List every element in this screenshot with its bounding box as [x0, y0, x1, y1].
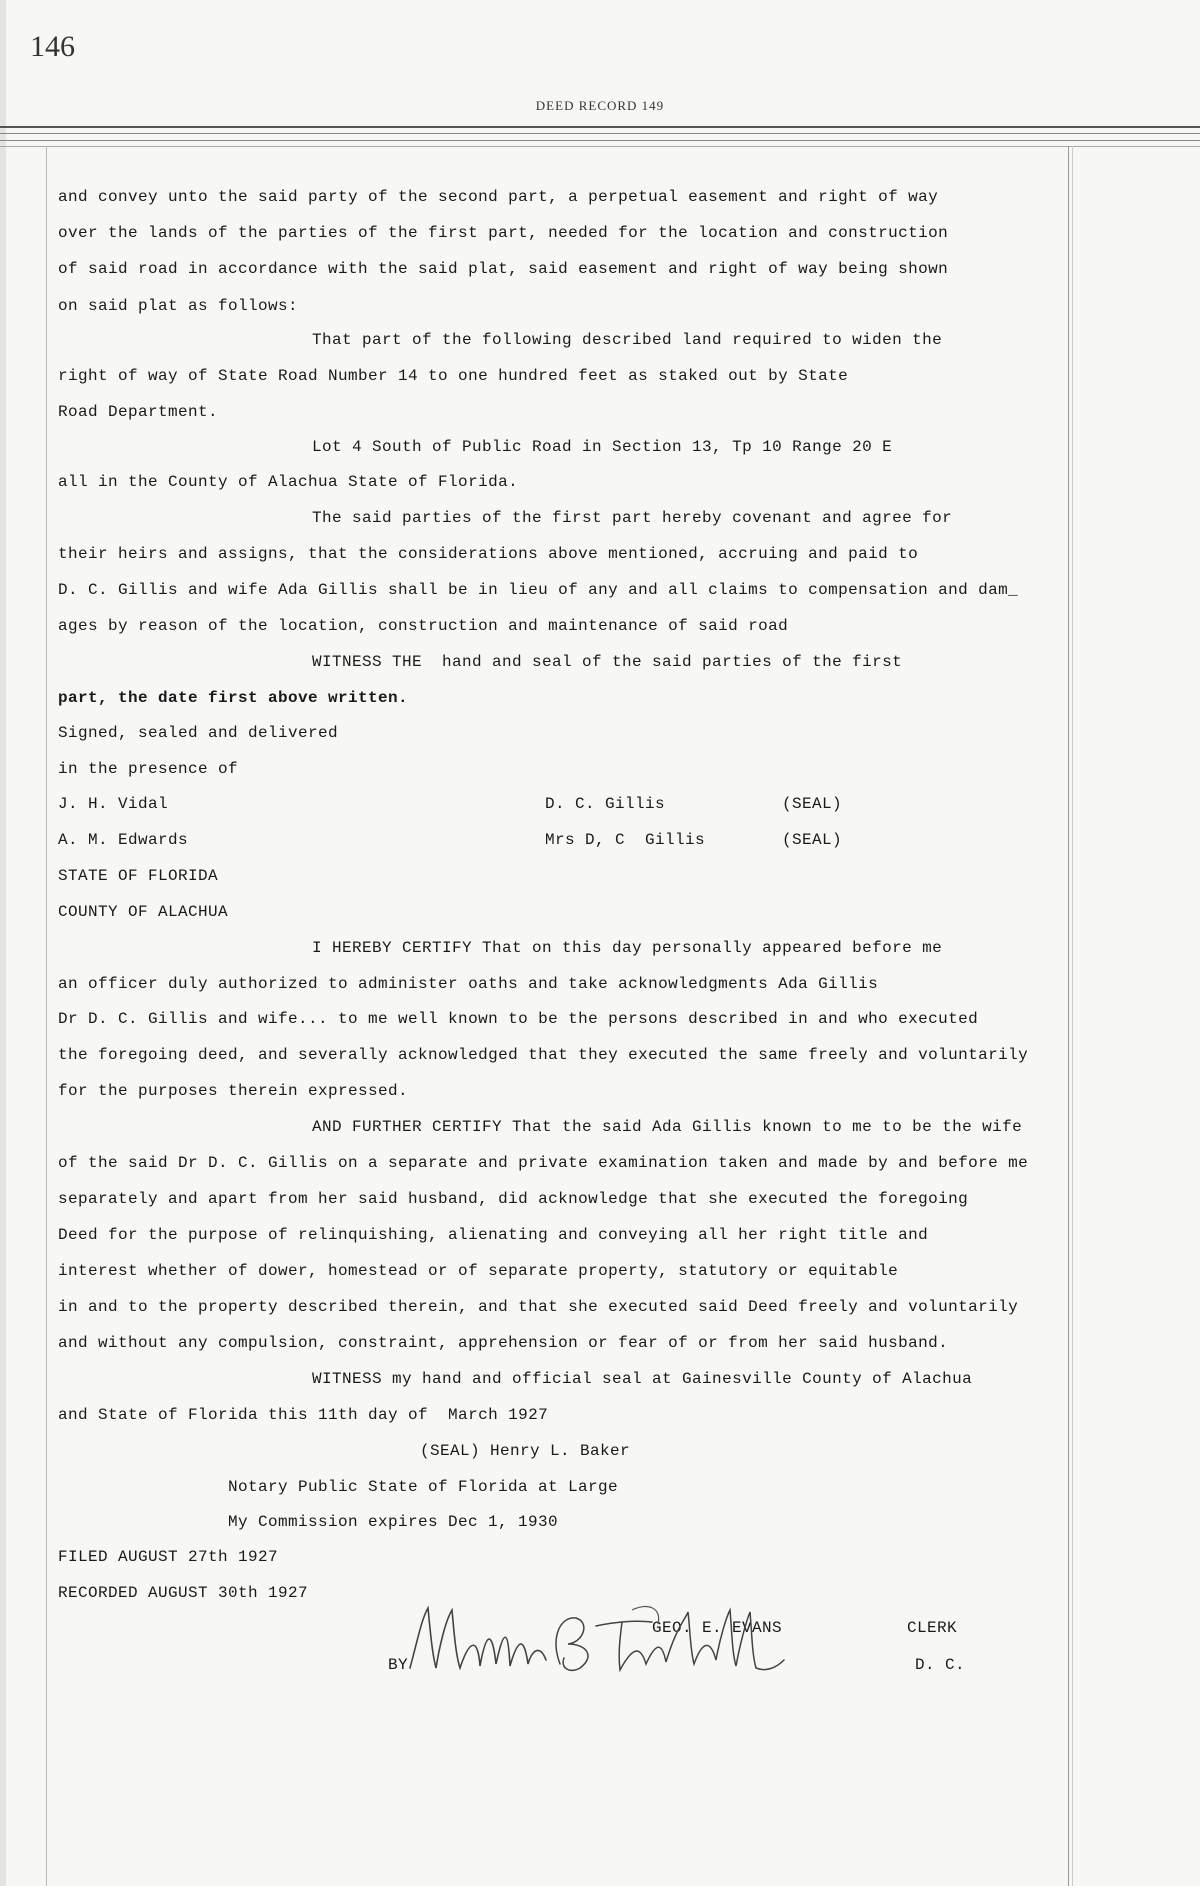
body-line: right of way of State Road Number 14 to one hundred feet as staked out by State [58, 367, 849, 385]
body-line: separately and apart from her said husband, did acknowledge that she executed the foregoing [58, 1190, 969, 1208]
body-line: The said parties of the first part hereby covenant and agree for [312, 509, 953, 527]
recorded-date: RECORDED AUGUST 30th 1927 [58, 1584, 309, 1602]
body-line: of the said Dr D. C. Gillis on a separate and private examination taken and made by and before me [58, 1154, 1029, 1172]
book-title: DEED RECORD 149 [535, 98, 665, 113]
left-margin-line [46, 146, 47, 1886]
body-line: their heirs and assigns, that the considerations above mentioned, accruing and paid to [58, 545, 919, 563]
right-margin-line [1068, 146, 1069, 1886]
commission-expiry: My Commission expires Dec 1, 1930 [228, 1513, 559, 1531]
witness-name: A. M. Edwards [58, 831, 189, 849]
clerk-title: CLERK [907, 1619, 958, 1637]
header-rule [0, 146, 1200, 147]
witness-name: J. H. Vidal [58, 795, 169, 813]
seal-label: (SEAL) [782, 795, 843, 813]
body-line: and State of Florida this 11th day of March 1927 [58, 1406, 549, 1424]
body-line: and without any compulsion, constraint, apprehension or fear of or from her said husband. [58, 1334, 949, 1352]
body-line: STATE OF FLORIDA [58, 867, 219, 885]
body-line: of said road in accordance with the said plat, said easement and right of way being shown [58, 260, 949, 278]
deputy-clerk-label: D. C. [915, 1656, 966, 1674]
body-line: AND FURTHER CERTIFY That the said Ada Gillis known to me to be the wife [312, 1118, 1023, 1136]
body-line: Deed for the purpose of relinquishing, alienating and conveying all her right title and [58, 1226, 929, 1244]
body-line: in the presence of [58, 760, 239, 778]
body-line: WITNESS my hand and official seal at Gainesville County of Alachua [312, 1370, 973, 1388]
body-line: I HEREBY CERTIFY That on this day personally appeared before me [312, 939, 943, 957]
page-edge [0, 0, 6, 1886]
header-rule [0, 133, 1200, 134]
clerk-name: GEO. E. EVANS [652, 1619, 783, 1637]
signer-name: Mrs D, C Gillis [545, 831, 706, 849]
notary-title: Notary Public State of Florida at Large [228, 1478, 619, 1496]
body-line: Road Department. [58, 403, 219, 421]
body-line: on said plat as follows: [58, 297, 299, 315]
body-line: and convey unto the said party of the second part, a perpetual easement and right of way [58, 188, 939, 206]
body-line: over the lands of the parties of the first part, needed for the location and construction [58, 224, 949, 242]
body-line: D. C. Gillis and wife Ada Gillis shall be in lieu of any and all claims to compensation and dam_ [58, 581, 1019, 599]
right-margin-line [1072, 146, 1073, 1886]
body-line: WITNESS THE hand and seal of the said parties of the first [312, 653, 903, 671]
body-line: Dr D. C. Gillis and wife... to me well known to be the persons described in and who executed [58, 1010, 979, 1028]
signer-name: D. C. Gillis [545, 795, 666, 813]
body-line: an officer duly authorized to administer oaths and take acknowledgments Ada Gillis [58, 975, 879, 993]
filed-date: FILED AUGUST 27th 1927 [58, 1548, 279, 1566]
seal-label: (SEAL) [782, 831, 843, 849]
body-line: interest whether of dower, homestead or of separate property, statutory or equitable [58, 1262, 899, 1280]
notary-name: (SEAL) Henry L. Baker [420, 1442, 631, 1460]
header-rule [0, 140, 1200, 141]
page-number: 146 [30, 30, 75, 63]
body-line: That part of the following described land required to widen the [312, 331, 943, 349]
body-line: all in the County of Alachua State of Florida. [58, 473, 519, 491]
header-rule [0, 126, 1200, 128]
body-line: ages by reason of the location, construction and maintenance of said road [58, 617, 789, 635]
body-line: the foregoing deed, and severally acknowledged that they executed the same freely and voluntarily [58, 1046, 1029, 1064]
body-line: in and to the property described therein, and that she executed said Deed freely and voluntarily [58, 1298, 1019, 1316]
body-line: Lot 4 South of Public Road in Section 13, Tp 10 Range 20 E [312, 438, 893, 456]
body-line: COUNTY OF ALACHUA [58, 903, 229, 921]
handwritten-signature [400, 1598, 800, 1688]
body-line: part, the date first above written. [58, 689, 409, 707]
by-label: BY [388, 1656, 409, 1674]
body-line: Signed, sealed and delivered [58, 724, 339, 742]
body-line: for the purposes therein expressed. [58, 1082, 409, 1100]
